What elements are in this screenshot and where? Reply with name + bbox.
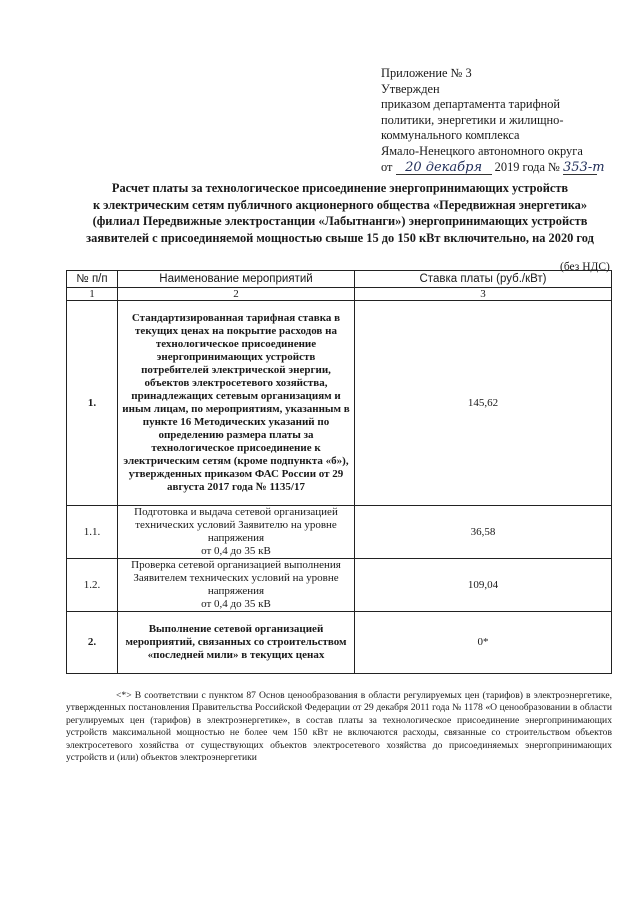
header-rate: Ставка платы (руб./кВт) <box>355 271 612 288</box>
approved-label: Утвержден <box>381 81 440 96</box>
title-line-4: заявителей с присоединяемой мощностью свыше 15 до 150 кВт включительно, на 2020 год <box>86 230 594 245</box>
document-title <box>60 180 620 246</box>
voltage-range: от 0,4 до 35 кВ <box>201 545 271 557</box>
activity-text: Подготовка и выдача сетевой организацией технических условий Заявителю на уровне напряжения <box>134 506 338 544</box>
col-number-2: 2 <box>118 288 355 301</box>
voltage-range: от 0,4 до 35 кВ <box>201 598 271 610</box>
header-number: № п/п <box>67 271 118 288</box>
title-line-1: Расчет платы за технологическое присоединение энергопринимающих устройств <box>111 181 569 195</box>
footnote <box>66 690 612 764</box>
title-line-3: (филиал Передвижные электростанции «Лабытнанги») энергопринимающих устройств <box>92 214 588 228</box>
column-number-row <box>67 288 612 301</box>
approval-department-line-2: коммунального комплекса <box>381 128 520 143</box>
col-number-3: 3 <box>355 288 612 301</box>
row-activity-name <box>118 506 355 559</box>
header-activity: Наименование мероприятий <box>118 271 355 288</box>
row-activity-name: Выполнение сетевой организацией мероприятий, связанных со строительством «последней мили» в текущих ценах <box>118 612 355 674</box>
col-number-1: 1 <box>67 288 118 301</box>
row-activity-name <box>118 559 355 612</box>
row-number: 1. <box>67 301 118 506</box>
row-rate: 109,04 <box>355 559 612 612</box>
date-year: 2019 года № <box>494 159 560 174</box>
table-row <box>67 301 612 506</box>
table-row <box>67 559 612 612</box>
table-header-row <box>67 271 612 288</box>
row-activity-name: Стандартизированная тарифная ставка в текущих ценах на покрытие расходов на технологическое присоединение энергопринимающих устройств потребителей электрической энергии, объектов электросетевого хозяйства, принадлежащих сетевым организациям и иным лицам, по мероприятиям, указанным в пункте 16 Методических указаний по определению размера платы за технологическое присоединение к электрическим сетям (кроме подпункта «б»), утвержденных приказом ФАС России от 29 августа 2017 года № 1135/17 <box>118 301 355 506</box>
row-rate: 145,62 <box>355 301 612 506</box>
approval-region-line: Ямало-Ненецкого автономного округа <box>381 143 583 158</box>
row-number: 2. <box>67 612 118 674</box>
approval-department-line: политики, энергетики и жилищно- <box>381 112 564 127</box>
tariff-table <box>66 270 612 674</box>
approval-date-line <box>381 160 621 176</box>
row-number: 1.2. <box>67 559 118 612</box>
handwritten-order-number: 353-т <box>563 159 605 175</box>
date-prefix: от <box>381 159 393 174</box>
table-row <box>67 506 612 559</box>
approval-block <box>381 66 621 175</box>
title-line-2: к электрическим сетям публичного акционерного общества «Передвижная энергетика» <box>92 197 588 212</box>
activity-text: Проверка сетевой организацией выполнения Заявителем технических условий на уровне напряжения <box>131 559 341 597</box>
table-row <box>67 612 612 674</box>
approval-order-line: приказом департамента тарифной <box>381 97 561 112</box>
row-number: 1.1. <box>67 506 118 559</box>
appendix-number: Приложение № 3 <box>381 66 472 80</box>
handwritten-date: 20 декабря <box>396 161 492 175</box>
row-rate: 0* <box>355 612 612 674</box>
vat-note: (без НДС) <box>560 261 610 273</box>
footnote-text: <*> В соответствии с пунктом 87 Основ ценообразования в области регулируемых цен (тарифов) в электроэнергетике, утвержденных постановления Правительства Российской Федерации от 29 декабря 2011 года № 1178 «О ценообразовании в области регулируемых цен (тарифов) в электроэнергетике», в состав платы за технологическое присоединение энергопринимающих устройств максимальной мощностью не более чем 150 кВт не включаются расходы, связанные со строительством объектов электросетевого хозяйства от существующих объектов электросетевого хозяйства до присоединяемых энергопринимающих устройств и (или) объектов электроэнергетики <box>66 690 612 764</box>
row-rate: 36,58 <box>355 506 612 559</box>
